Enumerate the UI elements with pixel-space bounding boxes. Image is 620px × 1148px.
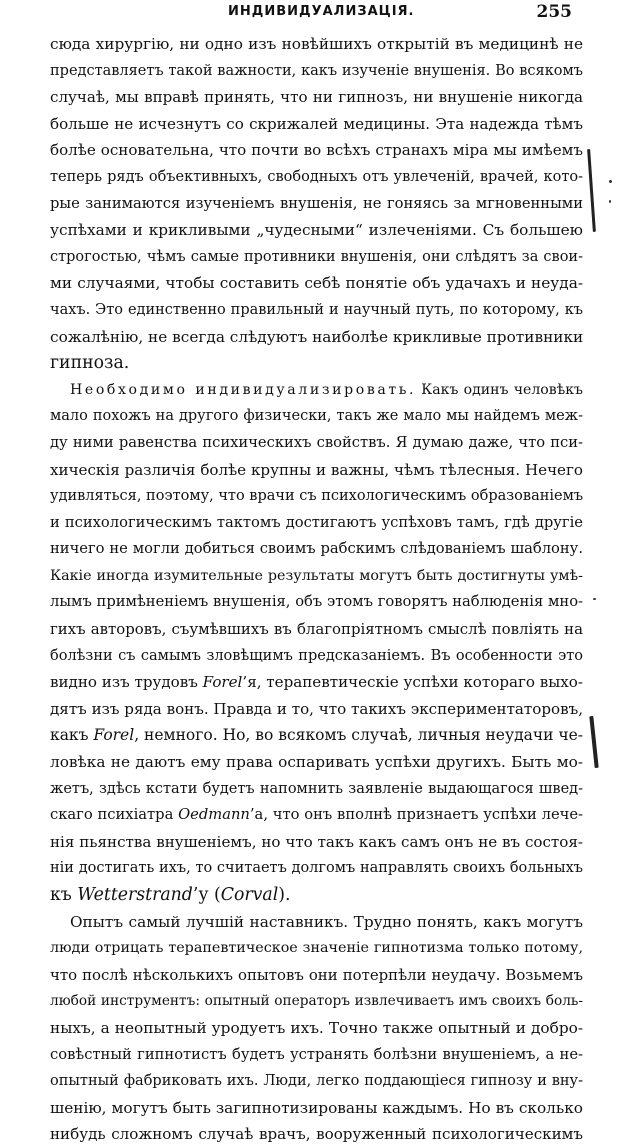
text-segment: скаго психіатра <box>50 806 179 824</box>
text-line: удивляться, поэтому, что врачи съ психологическимъ образованіемъ <box>50 488 583 505</box>
text-line <box>50 377 583 404</box>
author-name-corval: Corval <box>220 885 279 905</box>
text-line: строгостью, чѣмъ самые противники внушенія, они слѣдятъ за свои- <box>50 248 583 265</box>
author-name-forel: Forel <box>202 673 243 692</box>
text-line: Какіе иногда изумительные результаты могутъ быть достигнуты умѣ- <box>50 567 583 584</box>
text-segment: ). <box>278 885 291 905</box>
text-line <box>50 669 583 696</box>
text-segment: къ <box>50 885 78 905</box>
text-line: что послѣ нѣсколькихъ опытовъ они потерпѣли неудачу. Возьмемъ <box>50 965 583 984</box>
paragraph-3 <box>50 909 583 1148</box>
text-line: гихъ авторовъ, съумѣвшихъ въ благопріятномъ смыслѣ повліять на <box>50 620 583 639</box>
text-line: представляетъ такой важности, какъ изученіе внушенія. Во всякомъ <box>50 62 583 79</box>
text-line: дятъ изъ ряда вонъ. Правда и то, что такихъ экспериментаторовъ, <box>50 699 583 718</box>
text-segment: ’у ( <box>192 885 221 905</box>
text-line: лымъ примѣненіемъ внушенія, объ этомъ говорятъ наблюденія мно- <box>50 593 583 611</box>
text-line: опытный фабриковать ихъ. Люди, легко поддающіеся гипнозу и вну- <box>50 1073 583 1090</box>
margin-dot <box>609 200 611 203</box>
text-line: случаѣ, мы вправѣ принять, что ни гипнозъ, ни внушеніе никогда <box>50 88 583 107</box>
text-segment: , немного. Но, во всякомъ случаѣ, личныя неудачи че- <box>134 726 583 745</box>
text-line: ловѣка не даютъ ему права оспаривать успѣхи другихъ. Быть мо- <box>50 753 583 772</box>
page-number: 255 <box>536 2 572 22</box>
running-head: ИНДИВИДУАЛИЗАЦІЯ. <box>228 4 415 19</box>
text-line <box>50 802 583 829</box>
text-line: нія пьянства внушеніемъ, но что такъ какъ самъ онъ не въ состоя- <box>50 832 583 851</box>
text-line: гипноза. <box>50 353 130 374</box>
page-header <box>0 4 620 24</box>
text-line: жетъ, здѣсь кстати будетъ напомнить заявленіе выдающагося швед- <box>50 780 583 797</box>
author-name-forel: Forel <box>93 726 135 745</box>
body-text <box>50 31 583 1148</box>
text-line: ніи достигать ихъ, то считаетъ долгомъ направлять своихъ больныхъ <box>50 860 583 877</box>
text-line: ныхъ, а неопытный уродуетъ ихъ. Точно также опытный и добро- <box>50 1018 583 1037</box>
text-line: мало похожъ на другого физически, такъ же мало мы найдемъ меж- <box>50 408 583 425</box>
paragraph-2 <box>50 377 583 909</box>
text-segment: ’а, что онъ вполнѣ признаетъ успѣхи лече- <box>249 806 583 824</box>
text-line: теперь рядъ объективныхъ, свободныхъ отъ увлеченій, врачей, кото- <box>50 168 583 185</box>
text-line: сожалѣнію, не всегда слѣдуютъ наиболѣе крикливые противники <box>50 327 583 346</box>
text-line: рые занимаются изученіемъ внушенія, не гоняясь за мгновенными <box>50 194 583 212</box>
text-segment: видно изъ трудовъ <box>50 673 203 692</box>
text-line: ничего не могли добиться своимъ рабскимъ слѣдованіемъ шаблону. <box>50 540 583 558</box>
text-line: совѣстный гипнотистъ будетъ устранять болѣзни внушеніемъ, а не- <box>50 1045 583 1063</box>
text-line: чахъ. Это единственно правильный и научный путь, по которому, къ <box>50 301 583 318</box>
text-line: болѣе основательна, что почти во всѣхъ странахъ міра мы имѣемъ <box>50 141 583 160</box>
author-name-wetterstrand: Wetterstrand <box>77 885 193 905</box>
margin-pencil-mark <box>589 716 598 768</box>
text-line: ми случаями, чтобы составить себѣ понятіе объ удачахъ и неуда- <box>50 274 583 293</box>
margin-pencil-mark <box>587 149 596 232</box>
text-line: шенію, могутъ быть загипнотизированы каждымъ. Но въ сколько <box>50 1098 583 1117</box>
author-name-oedmann: Oedmann <box>178 806 250 824</box>
text-line: больше не исчезнутъ со скрижалей медицины. Эта надежда тѣмъ <box>50 114 583 133</box>
text-segment: какъ <box>50 726 94 745</box>
text-line: ду ними равенства психическихъ свойствъ. Я думаю даже, что пси- <box>50 433 583 451</box>
text-line <box>50 882 583 909</box>
text-line: хическія различія болѣе крупны и важны, чѣмъ тѣлесныя. Нечего <box>50 460 583 479</box>
text-line: нибудь сложномъ случаѣ врачъ, вооруженный психологическимъ <box>50 1125 583 1144</box>
text-line: люди отрицать терапевтическое значеніе гипнотизма только потому, <box>50 940 583 957</box>
text-line: сюда хирургію, ни одно изъ новѣйшихъ открытій въ медицинѣ не <box>50 35 583 53</box>
text-segment: Какъ одинъ человѣкъ <box>416 381 583 398</box>
text-line: успѣхами и крикливыми „чудесными“ излеченіями. Съ большею <box>50 221 583 240</box>
spaced-emphasis: Необходимо индивидуализировать. <box>70 381 417 398</box>
text-line: и психологическимъ тактомъ достигаютъ успѣховъ тамъ, гдѣ другіе <box>50 513 583 531</box>
text-line: болѣзни съ самымъ зловѣщимъ предсказаніемъ. Въ особенности это <box>50 647 583 664</box>
margin-dot <box>593 598 596 600</box>
margin-dot <box>609 180 612 183</box>
paragraph-1 <box>50 31 583 377</box>
text-segment: ’я, терапевтическіе успѣхи котораго выхо- <box>242 673 583 692</box>
text-line <box>50 722 583 749</box>
text-line: Опытъ самый лучшій наставникъ. Трудно понять, какъ могутъ <box>70 912 583 931</box>
text-line: любой инструментъ: опытный операторъ извлечиваетъ имъ своихъ боль- <box>50 993 583 1010</box>
